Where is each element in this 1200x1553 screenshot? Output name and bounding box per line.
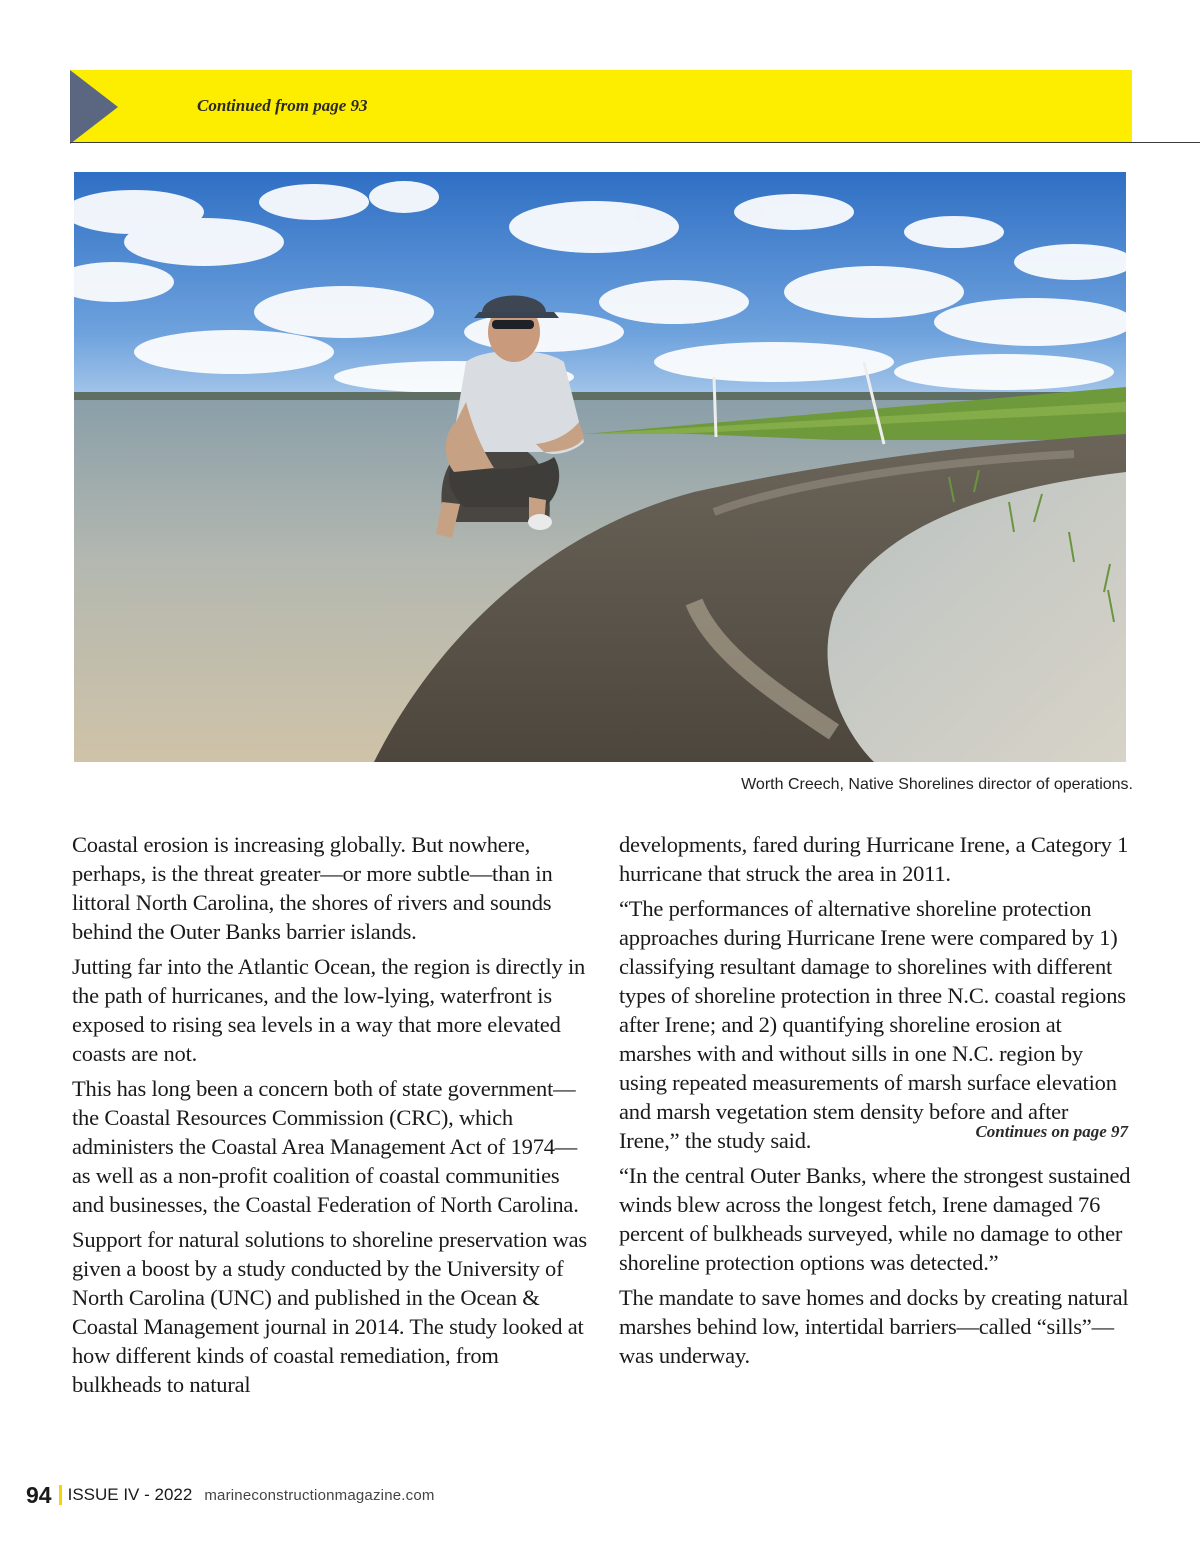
- photo-caption: Worth Creech, Native Shorelines director of operations.: [741, 776, 1133, 793]
- article-paragraph: “In the central Outer Banks, where the strongest sustained winds blew across the longest fetch, Irene damaged 76 percent of bulkheads surveyed, while no damage to other shoreline protection options was detected.”: [619, 1163, 1131, 1275]
- chevron-icon: [70, 70, 120, 144]
- article-paragraph: developments, fared during Hurricane Irene, a Category 1 hurricane that struck the area in 2011.: [619, 832, 1129, 886]
- header-rule: [70, 142, 1200, 143]
- issue-label: ISSUE IV - 2022: [67, 1485, 193, 1504]
- footer-divider: [59, 1485, 62, 1505]
- article-column-left: [72, 830, 592, 1405]
- article-paragraph: “The performances of alternative shoreline protection approaches during Hurricane Irene were compared by 1) classifying resultant damage to shorelines with different types of shoreline protection in three N.C. coastal regions after Irene; and 2) quantifying shoreline erosion at marshes with and without sills in one N.C. region by using repeated measurements of marsh surface elevation and marsh vegetation stem density before and after Irene,” the study said.: [619, 896, 1126, 1153]
- website-link[interactable]: marineconstructionmagazine.com: [204, 1486, 435, 1504]
- feature-photo: [74, 172, 1126, 762]
- article-paragraph: Jutting far into the Atlantic Ocean, the region is directly in the path of hurricanes, and the low-lying, waterfront is exposed to rising sea levels in a way that more elevated coasts are not.: [72, 954, 586, 1066]
- article-paragraph: The mandate to save homes and docks by creating natural marshes behind low, intertidal barriers—called “sills”—was underway.: [619, 1285, 1129, 1368]
- article-paragraph: Coastal erosion is increasing globally. But nowhere, perhaps, is the threat greater—or more subtle—than in littoral North Carolina, the shores of rivers and sounds behind the Outer Banks barrier islands.: [72, 832, 553, 944]
- article-paragraph: Support for natural solutions to shoreline preservation was given a boost by a study conducted by the University of North Carolina (UNC) and published in the Ocean & Coastal Management journal in 2014. The study looked at how different kinds of coastal remediation, from bulkheads to natural: [72, 1227, 587, 1397]
- article-column-right: [619, 830, 1134, 1376]
- page-footer: [26, 1480, 435, 1510]
- page-number: 94: [26, 1481, 52, 1508]
- continued-from-label: Continued from page 93: [197, 96, 368, 115]
- article-paragraph: This has long been a concern both of state government—the Coastal Resources Commission (CRC), which administers the Coastal Area Management Act of 1974—as well as a non-profit coalition of coastal communities and businesses, the Coastal Federation of North Carolina.: [72, 1076, 579, 1217]
- continues-on-label: Continues on page 97: [975, 1122, 1128, 1141]
